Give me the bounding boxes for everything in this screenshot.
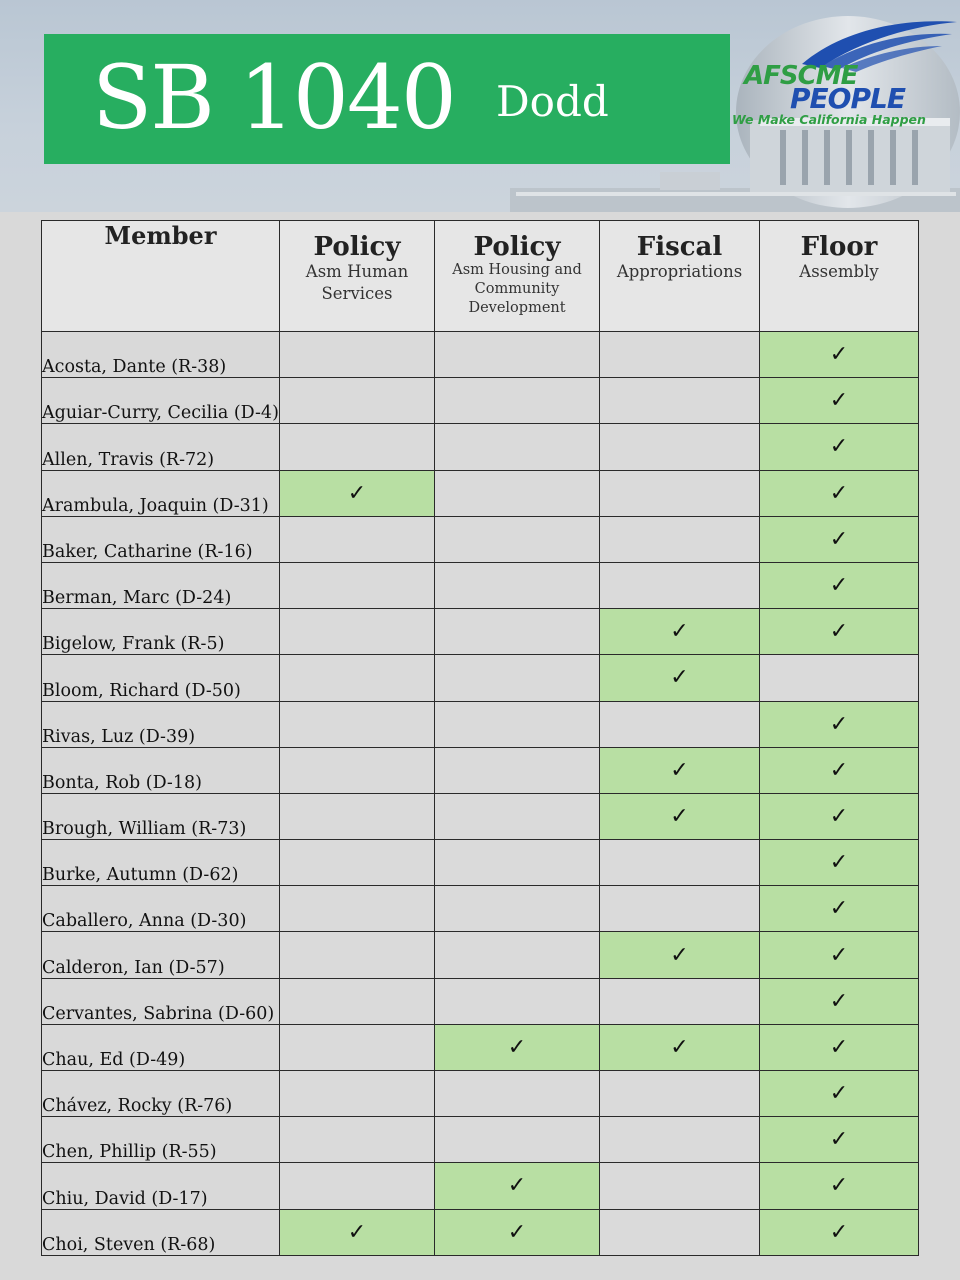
column-subtitle: Appropriations bbox=[616, 262, 743, 281]
check-icon: ✓ bbox=[829, 573, 849, 599]
column-header-policy-housing bbox=[435, 221, 600, 332]
bill-author: Dodd bbox=[496, 77, 609, 126]
vote-cell-empty bbox=[280, 840, 435, 886]
vote-cell-empty bbox=[280, 932, 435, 978]
vote-cell-empty bbox=[600, 516, 760, 562]
table-row bbox=[42, 932, 919, 978]
check-icon: ✓ bbox=[829, 1173, 849, 1199]
table-row bbox=[42, 378, 919, 424]
vote-cell-empty bbox=[435, 562, 600, 608]
vote-cell-checked bbox=[600, 747, 760, 793]
vote-cell-empty bbox=[600, 840, 760, 886]
table-row bbox=[42, 1024, 919, 1070]
table-row bbox=[42, 1071, 919, 1117]
check-icon: ✓ bbox=[670, 665, 689, 691]
vote-cell-checked bbox=[280, 470, 435, 516]
member-name: Bloom, Richard (D-50) bbox=[42, 655, 280, 701]
vote-cell-empty bbox=[435, 378, 600, 424]
vote-cell-checked bbox=[760, 1071, 919, 1117]
logo-people-text: PEOPLE bbox=[790, 82, 905, 115]
vote-cell-empty bbox=[280, 332, 435, 378]
check-icon: ✓ bbox=[347, 1219, 367, 1245]
vote-cell-checked bbox=[760, 886, 919, 932]
check-icon: ✓ bbox=[829, 619, 849, 645]
vote-cell-empty bbox=[600, 332, 760, 378]
table-row bbox=[42, 470, 919, 516]
vote-cell-empty bbox=[280, 978, 435, 1024]
member-name: Brough, William (R-73) bbox=[42, 793, 280, 839]
vote-cell-empty bbox=[280, 1024, 435, 1070]
member-name: Berman, Marc (D-24) bbox=[42, 562, 280, 608]
check-icon: ✓ bbox=[829, 803, 849, 829]
vote-cell-empty bbox=[600, 378, 760, 424]
check-icon: ✓ bbox=[670, 1034, 689, 1060]
column-subtitle: Assembly bbox=[799, 262, 879, 281]
vote-cell-empty bbox=[280, 793, 435, 839]
vote-cell-checked bbox=[760, 332, 919, 378]
member-name: Calderon, Ian (D-57) bbox=[42, 932, 280, 978]
vote-cell-empty bbox=[760, 655, 919, 701]
vote-cell-empty bbox=[600, 978, 760, 1024]
vote-cell-empty bbox=[600, 424, 760, 470]
member-name: Burke, Autumn (D-62) bbox=[42, 840, 280, 886]
vote-cell-empty bbox=[600, 701, 760, 747]
member-name: Arambula, Joaquin (D-31) bbox=[42, 470, 280, 516]
vote-cell-empty bbox=[280, 1071, 435, 1117]
table-row bbox=[42, 886, 919, 932]
logo-tagline: We Make California Happen bbox=[732, 112, 926, 127]
vote-cell-empty bbox=[600, 1209, 760, 1255]
check-icon: ✓ bbox=[670, 942, 689, 968]
vote-cell-checked bbox=[435, 1024, 600, 1070]
vote-cell-empty bbox=[435, 516, 600, 562]
check-icon: ✓ bbox=[507, 1173, 527, 1199]
member-name: Aguiar-Curry, Cecilia (D-4) bbox=[42, 378, 280, 424]
table-row bbox=[42, 978, 919, 1024]
vote-cell-checked bbox=[760, 932, 919, 978]
vote-cell-empty bbox=[435, 793, 600, 839]
check-icon: ✓ bbox=[829, 942, 849, 968]
member-name: Chau, Ed (D-49) bbox=[42, 1024, 280, 1070]
member-name: Chiu, David (D-17) bbox=[42, 1163, 280, 1209]
vote-cell-checked bbox=[600, 609, 760, 655]
check-icon: ✓ bbox=[829, 711, 849, 737]
vote-cell-checked bbox=[760, 747, 919, 793]
table-row bbox=[42, 1117, 919, 1163]
check-icon: ✓ bbox=[670, 757, 689, 783]
table-row bbox=[42, 1209, 919, 1255]
vote-cell-empty bbox=[600, 886, 760, 932]
column-title: Member bbox=[104, 221, 217, 250]
vote-cell-empty bbox=[600, 470, 760, 516]
vote-cell-empty bbox=[280, 1117, 435, 1163]
check-icon: ✓ bbox=[829, 1127, 849, 1153]
member-name: Acosta, Dante (R-38) bbox=[42, 332, 280, 378]
check-icon: ✓ bbox=[829, 988, 849, 1014]
vote-table-body bbox=[42, 332, 919, 1256]
vote-cell-empty bbox=[435, 701, 600, 747]
table-row bbox=[42, 516, 919, 562]
member-name: Chávez, Rocky (R-76) bbox=[42, 1071, 280, 1117]
check-icon: ✓ bbox=[829, 850, 849, 876]
check-icon: ✓ bbox=[829, 480, 849, 506]
vote-cell-checked bbox=[600, 793, 760, 839]
vote-cell-empty bbox=[435, 1071, 600, 1117]
vote-cell-checked bbox=[600, 655, 760, 701]
vote-cell-empty bbox=[600, 1117, 760, 1163]
column-title: Fiscal bbox=[636, 232, 723, 262]
check-icon: ✓ bbox=[670, 803, 689, 829]
column-header-policy-human-services bbox=[280, 221, 435, 332]
vote-cell-checked bbox=[760, 378, 919, 424]
vote-cell-checked bbox=[760, 470, 919, 516]
vote-cell-empty bbox=[435, 978, 600, 1024]
vote-cell-empty bbox=[280, 1163, 435, 1209]
vote-cell-empty bbox=[600, 562, 760, 608]
vote-cell-empty bbox=[280, 378, 435, 424]
check-icon: ✓ bbox=[829, 342, 849, 368]
column-subtitle: Asm Human Services bbox=[305, 262, 409, 303]
table-row bbox=[42, 701, 919, 747]
table-row bbox=[42, 793, 919, 839]
table-row bbox=[42, 655, 919, 701]
column-header-floor bbox=[760, 221, 919, 332]
vote-cell-checked bbox=[760, 840, 919, 886]
vote-cell-empty bbox=[435, 332, 600, 378]
table-header-row bbox=[42, 221, 919, 332]
column-header-fiscal bbox=[600, 221, 760, 332]
vote-cell-checked bbox=[280, 1209, 435, 1255]
column-title: Policy bbox=[313, 232, 401, 262]
vote-cell-empty bbox=[435, 609, 600, 655]
vote-cell-empty bbox=[600, 1163, 760, 1209]
vote-cell-empty bbox=[435, 424, 600, 470]
member-name: Bonta, Rob (D-18) bbox=[42, 747, 280, 793]
logo-afscme-text: AFSCME bbox=[744, 61, 858, 91]
column-title: Floor bbox=[800, 232, 878, 262]
member-name: Caballero, Anna (D-30) bbox=[42, 886, 280, 932]
vote-cell-empty bbox=[600, 1071, 760, 1117]
vote-cell-empty bbox=[280, 886, 435, 932]
check-icon: ✓ bbox=[829, 526, 849, 552]
check-icon: ✓ bbox=[670, 619, 689, 645]
vote-cell-checked bbox=[600, 932, 760, 978]
check-icon: ✓ bbox=[507, 1219, 527, 1245]
check-icon: ✓ bbox=[829, 896, 849, 922]
afscme-people-logo bbox=[732, 12, 958, 132]
vote-cell-empty bbox=[435, 1117, 600, 1163]
vote-cell-empty bbox=[280, 424, 435, 470]
member-name: Choi, Steven (R-68) bbox=[42, 1209, 280, 1255]
table-row bbox=[42, 424, 919, 470]
vote-cell-checked bbox=[760, 978, 919, 1024]
vote-cell-checked bbox=[760, 701, 919, 747]
vote-cell-checked bbox=[760, 1209, 919, 1255]
check-icon: ✓ bbox=[829, 434, 849, 460]
vote-cell-empty bbox=[435, 470, 600, 516]
member-name: Rivas, Luz (D-39) bbox=[42, 701, 280, 747]
table-row bbox=[42, 332, 919, 378]
vote-cell-checked bbox=[435, 1163, 600, 1209]
vote-cell-checked bbox=[760, 424, 919, 470]
title-banner bbox=[44, 34, 730, 164]
vote-cell-empty bbox=[280, 747, 435, 793]
vote-cell-empty bbox=[280, 562, 435, 608]
vote-cell-empty bbox=[435, 840, 600, 886]
table-row bbox=[42, 562, 919, 608]
vote-cell-checked bbox=[760, 1024, 919, 1070]
vote-cell-checked bbox=[600, 1024, 760, 1070]
check-icon: ✓ bbox=[829, 1219, 849, 1245]
table-row bbox=[42, 1163, 919, 1209]
table-row bbox=[42, 747, 919, 793]
table-row bbox=[42, 609, 919, 655]
check-icon: ✓ bbox=[507, 1034, 527, 1060]
vote-cell-checked bbox=[760, 562, 919, 608]
vote-cell-empty bbox=[435, 655, 600, 701]
vote-cell-empty bbox=[280, 516, 435, 562]
check-icon: ✓ bbox=[829, 1081, 849, 1107]
vote-cell-empty bbox=[280, 655, 435, 701]
table-row bbox=[42, 840, 919, 886]
vote-cell-empty bbox=[435, 932, 600, 978]
column-subtitle: Asm Housing and Community Development bbox=[452, 262, 582, 316]
member-name: Cervantes, Sabrina (D-60) bbox=[42, 978, 280, 1024]
bill-number: SB 1040 bbox=[92, 46, 455, 149]
check-icon: ✓ bbox=[829, 1034, 849, 1060]
member-name: Baker, Catharine (R-16) bbox=[42, 516, 280, 562]
check-icon: ✓ bbox=[829, 388, 849, 414]
vote-cell-checked bbox=[760, 1163, 919, 1209]
check-icon: ✓ bbox=[347, 480, 367, 506]
member-name: Allen, Travis (R-72) bbox=[42, 424, 280, 470]
vote-cell-checked bbox=[760, 516, 919, 562]
vote-table bbox=[41, 220, 919, 1256]
vote-cell-empty bbox=[280, 609, 435, 655]
vote-cell-empty bbox=[435, 747, 600, 793]
vote-cell-checked bbox=[760, 609, 919, 655]
check-icon: ✓ bbox=[829, 757, 849, 783]
member-name: Bigelow, Frank (R-5) bbox=[42, 609, 280, 655]
vote-cell-checked bbox=[760, 793, 919, 839]
column-header-member bbox=[42, 221, 280, 332]
vote-cell-checked bbox=[760, 1117, 919, 1163]
member-name: Chen, Phillip (R-55) bbox=[42, 1117, 280, 1163]
column-title: Policy bbox=[473, 232, 561, 262]
vote-cell-empty bbox=[435, 886, 600, 932]
vote-cell-checked bbox=[435, 1209, 600, 1255]
vote-cell-empty bbox=[280, 701, 435, 747]
